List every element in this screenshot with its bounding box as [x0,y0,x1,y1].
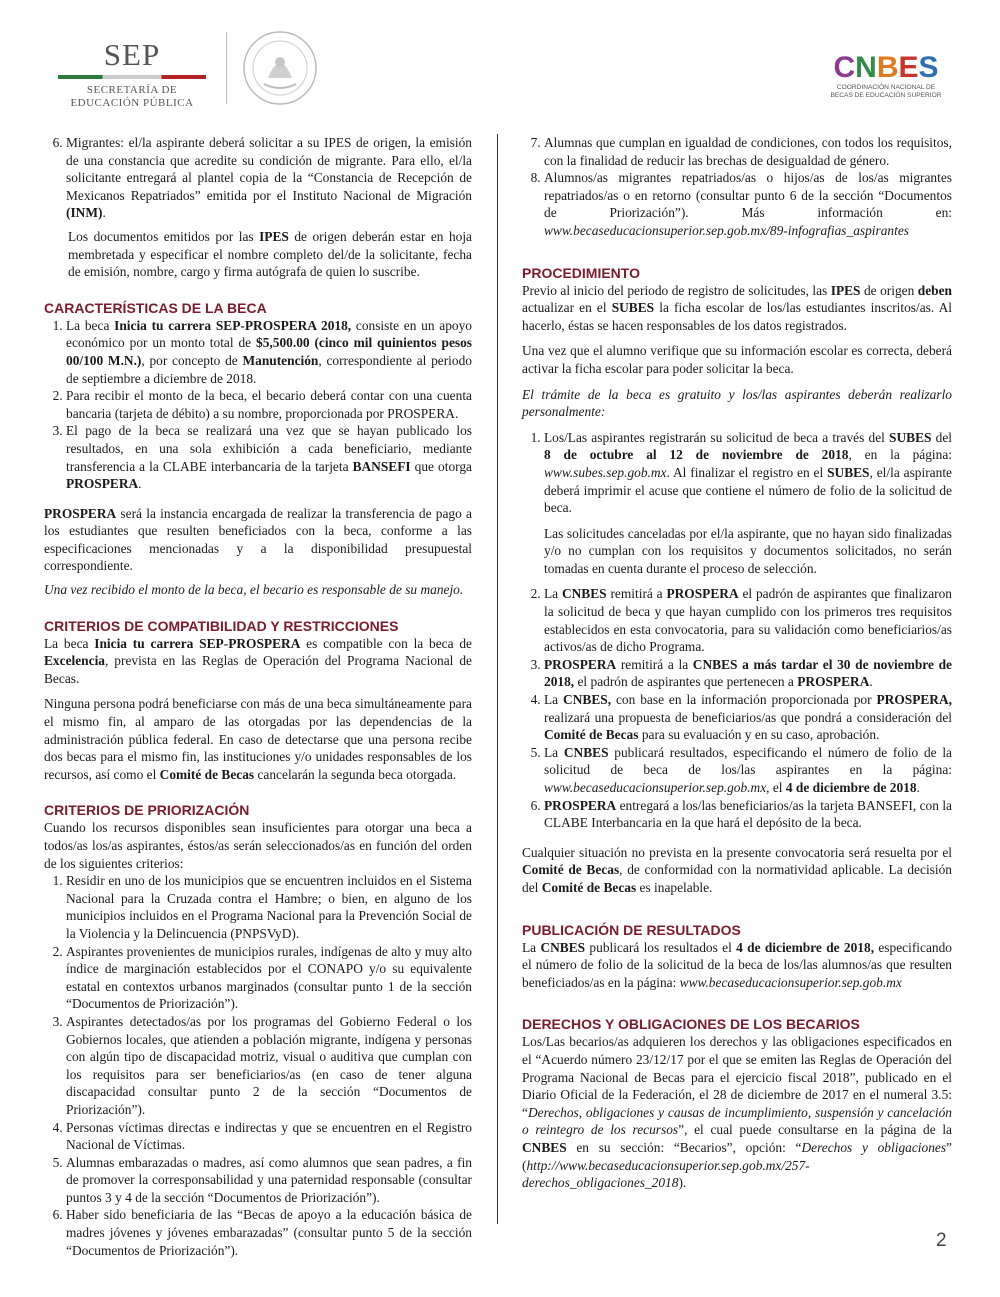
column-divider [497,134,498,1224]
situacion-no-prevista-paragraph: Cualquier situación no prevista en la presente convocatoria será resuelta por el Comité de Becas, de conformidad con la normatividad aplicable. La decisión del Comité de Becas es inapelable. [522,844,952,895]
list-item: 2. Para recibir el monto de la beca, el becario deberá contar con una cuenta bancaria (tarjeta de débito) a su nombre, proporcionada por PROSPERA. [66,387,472,422]
list-item: 2. La CNBES remitirá a PROSPERA el padrón de aspirantes que finalizaron la solicitud de beca y que hayan cumplido con los primeros tres requisitos establecidos en esta convocatoria, para su validación como beneficiarios/as activos/as de dicho Programa. [544,585,952,655]
list-item: 3. El pago de la beca se realizará una vez que se hayan publicado los resultados, en una sola exhibición a cada beneficiario, mediante transferencia a la CLABE interbancaria de la tarjeta BANSEFI que otorga PROSPERA. [66,422,472,492]
section-heading-procedimiento: PROCEDIMIENTO [522,264,640,281]
list-item: 1. Residir en uno de los municipios que se encuentren incluidos en el Sistema Nacional para la Cruzada contra el Hambre; o bien, en alguno de los municipios incluidos en el Programa Nacional para la Prevención Social de la Violencia y la Delincuencia (PNPSVyD). [66,872,472,942]
list-item: 1. Los/Las aspirantes registrarán su solicitud de beca a través del SUBES del 8 de octubre al 12 de noviembre de 2018, en la página: www.subes.sep.gob.mx. Al finalizar el registro en el SUBES, el/la aspirante deberá imprimir el acuse que contiene el número de folio de la solicitud de beca. Las solicitudes canceladas por el/la aspirante, que no hayan sido finalizadas y/o no cumplan con los requisitos y documentos solicitados, no serán tomadas en cuenta durante el proceso de selección. [544,429,952,578]
sep-subtitle-line1: SECRETARÍA DE [86,84,178,96]
section-heading-caracteristicas: CARACTERÍSTICAS DE LA BECA [44,299,267,316]
list-item: 2. Aspirantes provenientes de municipios rurales, indígenas de alto y muy alto índice de marginación establecidos por el CONAPO y/o su equivalente estatal en contextos urbanos marginados (consultar punto 1 de la sección “Documentos de Priorización”). [66,943,472,1013]
procedimiento-paragraph-1: Previo al inicio del periodo de registro de solicitudes, las IPES de origen deben actualizar en el SUBES la ficha escolar de los/las estudiantes inscritos/as. Al hacerlo, éstas se hacen responsables de los datos registrados. [522,282,952,333]
list-item: 3. PROSPERA remitirá a la CNBES a más tardar el 30 de noviembre de 2018, el padrón de aspirantes que pertenecen a PROSPERA. [544,656,952,691]
manejo-note: Una vez recibido el monto de la beca, el becario es responsable de su manejo. [44,582,464,598]
priorizacion-list [44,872,472,1259]
publicacion-paragraph: La CNBES publicará los resultados el 4 de diciembre de 2018, especificando el número de folio de la solicitud de la beca de los/las alumnos/as que resulten beneficiados/as en la página: www.becaseducacionsuperior.sep.gob.mx [522,939,952,990]
list-item: 7. Alumnas que cumplan en igualdad de condiciones, con todos los requisitos, con la finalidad de reducir las brechas de desigualdad de género. [544,134,952,169]
section-heading-compatibilidad: CRITERIOS DE COMPATIBILIDAD Y RESTRICCIONES [44,617,399,634]
caracteristicas-list [44,317,472,493]
section-heading-publicacion: PUBLICACIÓN DE RESULTADOS [522,921,741,938]
right-column [522,134,952,1192]
national-seal-icon [240,28,320,108]
procedimiento-list [522,429,952,832]
list-item: 1. La beca Inicia tu carrera SEP-PROSPERA 2018, consiste en un apoyo económico por un monto total de $5,500.00 (cinco mil quinientos pesos 00/100 M.N.), por concepto de Manutención, correspondiente al periodo de septiembre a diciembre de 2018. [66,317,472,387]
list-item: 8. Alumnos/as migrantes repatriados/as o hijos/as de los/as migrantes repatriados/as o en retorno (consultar punto 6 de la sección “Documentos de Priorización”). Más información en: www.becaseducacionsuperior.sep.gob.mx/89-infografias_aspirantes [544,169,952,239]
restricciones-paragraph: Ninguna persona podrá beneficiarse con más de una beca simultáneamente para el mismo fin, al amparo de las otorgadas por las dependencias de la administración pública federal. En caso de detectarse que una persona recibe dos becas para el mismo fin, las instituciones y/o unidades responsables de los recursos, así como el Comité de Becas cancelarán la segunda beca otorgada. [44,696,472,782]
sep-subtitle-line2: EDUCACIÓN PÚBLICA [70,97,194,109]
page-number: 2 [936,1230,947,1251]
compatibilidad-paragraph: La beca Inicia tu carrera SEP-PROSPERA es compatible con la beca de Excelencia, prevista en las Reglas de Operación del Programa Nacional de Becas. [44,635,472,686]
sep-color-bar [58,75,206,79]
cnbes-subtitle-line2: BECAS DE EDUCACIÓN SUPERIOR [830,92,942,99]
list-item: 5. La CNBES publicará resultados, especificando el número de folio de la solicitud de beca de los/las aspirantes en la página: www.becaseducacionsuperior.sep.gob.mx, el 4 de diciembre de 2018. [544,744,952,797]
left-column [44,134,472,1259]
section-heading-priorizacion: CRITERIOS DE PRIORIZACIÓN [44,802,250,819]
prospera-paragraph: PROSPERA será la instancia encargada de realizar la transferencia de pago a los estudiantes que resulten beneficiados con la beca, conforme a las especificaciones mencionadas y a la disponibilidad presupuestal correspondiente. [44,505,472,574]
list-item: 5. Alumnas embarazadas o madres, así como alumnos que sean padres, a fin de promover la corresponsabilidad y una paternidad responsable (consultar puntos 3 y 4 de la sección “Documentos de Priorización”). [66,1154,472,1207]
list-item: 6. Migrantes: el/la aspirante deberá solicitar a su IPES de origen, la emisión de una constancia que acredite su condición de migrante. Para ello, el/la solicitante entregará al plantel copia de la “Constancia de Recepción de Mexicanos Repatriados” emitida por el Instituto Nacional de Migración (INM). [66,134,472,222]
list-item: 6. PROSPERA entregará a los/las beneficiarios/as la tarjeta BANSEFI, con la CLABE Interbancaria en la que hará el depósito de la beca. [544,797,952,832]
canceladas-note: Las solicitudes canceladas por el/la aspirante, que no hayan sido finalizadas y/o no cumplan con los requisitos y documentos solicitados, no serán tomadas en cuenta durante el proceso de selección. [544,525,952,576]
list-item: 4. La CNBES, con base en la información proporcionada por PROSPERA, realizará una propuesta de beneficiarios/as que pondrá a consideración del Comité de Becas para su evaluación y en su caso, aprobación. [544,691,952,744]
page-header [0,0,1000,110]
derechos-paragraph: Los/Las becarios/as adquieren los derechos y las obligaciones especificados en el “Acuerdo número 23/12/17 por el que se emiten las Reglas de Operación del Programa Nacional de Becas para el ejercicio fiscal 2018”, publicado en el Diario Oficial de la Federación, el 28 de diciembre de 2017 en el numeral 3.5: “Derechos, obligaciones y causas de incumplimiento, suspensión y cancelación o reintegro de los recursos”, el cual puede consultarse en la página de la CNBES en su sección: “Becarios”, opción: “Derechos y obligaciones” (http://www.becaseducacionsuperior.sep.gob.mx/257-derechos_obligaciones_2018). [522,1034,952,1191]
migrants-list [44,134,472,222]
sep-logo [52,38,212,110]
ipes-docs-note: Los documentos emitidos por las IPES de origen deberán estar en hoja membretada y especificar el nombre completo del/de la solicitante, fecha de emisión, nombre, cargo y firma autógrafa de quien lo suscribe. [68,228,472,280]
priorizacion-intro: Cuando los recursos disponibles sean insuficientes para otorgar una beca a todos/as los/as aspirantes, éstos/as serán seleccionados/as en función del orden de los siguientes criterios: [44,820,472,871]
section-heading-derechos: DERECHOS Y OBLIGACIONES DE LOS BECARIOS [522,1016,860,1033]
cnbes-wordmark: CNBES [833,51,939,84]
priorizacion-list-continued [522,134,952,240]
list-item: 3. Aspirantes detectados/as por los programas del Gobierno Federal o los Gobiernos locales, que atienden a población migrante, indígena y personas con algún tipo de discapacidad motriz, visual o auditiva que cumplan con los requisitos para ser beneficiarios/as (en caso de tener alguna discapacidad consultar punto 2 de la sección “Documentos de Priorización”). [66,1013,472,1119]
procedimiento-paragraph-2: Una vez que el alumno verifique que su información escolar es correcta, deberá activar la ficha escolar para poder solicitar la beca. [522,343,952,376]
cnbes-subtitle-line1: COORDINACIÓN NACIONAL DE [836,84,936,91]
list-item: 6. Haber sido beneficiaria de las “Becas de apoyo a la educación básica de madres jóvenes y jóvenes embarazadas” (consultar punto 5 de la sección “Documentos de Priorización”). [66,1206,472,1259]
list-item: 4. Personas víctimas directas e indirectas y que se encuentren en el Registro Nacional de Víctimas. [66,1119,472,1154]
cnbes-logo [826,52,946,100]
tramite-gratuito-note: El trámite de la beca es gratuito y los/las aspirantes deberán realizarlo personalmente: [522,386,952,420]
header-divider [226,32,227,104]
sep-wordmark: SEP [103,37,161,72]
